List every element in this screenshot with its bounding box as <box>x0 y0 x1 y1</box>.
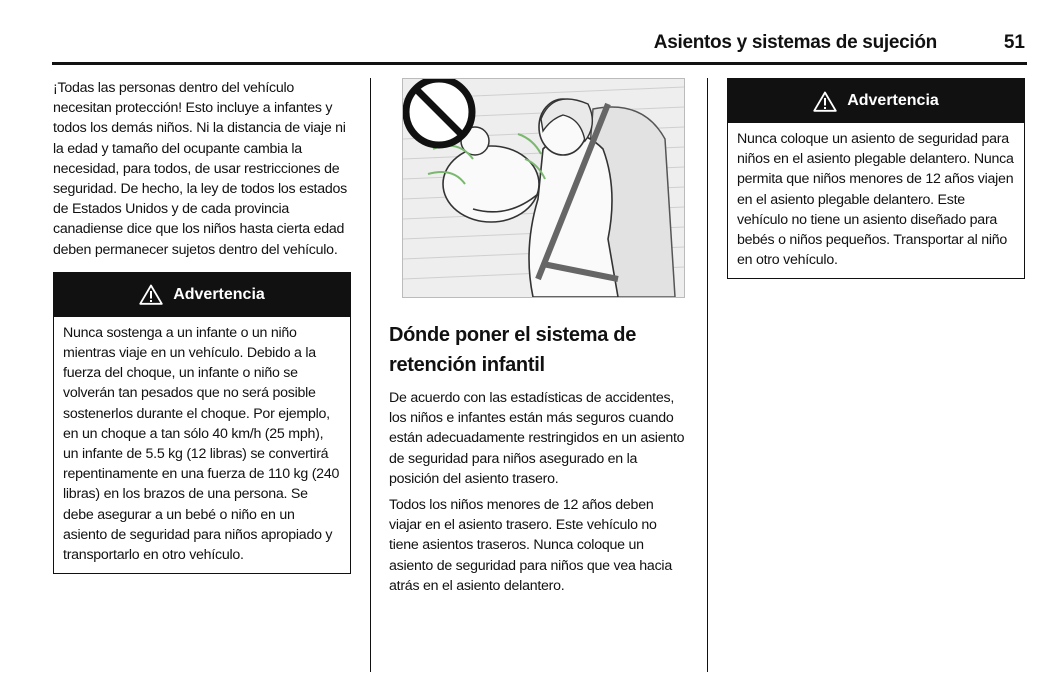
column-divider-2 <box>707 78 708 672</box>
warning-text-1: Nunca sostenga a un infante o un niño mientras viaje en un vehículo. Debido a la fuerza del choque, un infante o niño se volverán tan pesados que no será posible sostenerlos durante el choque. Por ejemplo, en un choque a tan sólo 40 km/h (25 mph), un infante de 5.5 kg (12 libras) se convertirá repentinamente en una fuerza de 110 kg (240 libras) en los brazos de una persona. Se debe asegurar a un bebé o niño en un asiento de seguridad para niños apropiado y transportarlo en otro vehículo. <box>63 324 340 564</box>
paragraph-1: De acuerdo con las estadísticas de accidentes, los niños e infantes están más seguros cuando están adecuadamente restringidos en un asiento de seguridad para niños asegurado en la posición del asiento trasero. <box>389 390 685 487</box>
illustration-drawing <box>403 79 684 297</box>
page-header <box>52 28 1027 65</box>
warning-title-1: Advertencia <box>173 285 265 303</box>
column-2 <box>389 78 689 596</box>
column-1 <box>53 78 351 574</box>
column-3 <box>727 78 1025 279</box>
warning-triangle-icon <box>813 91 837 112</box>
page-number: 51 <box>1003 32 1025 53</box>
section-heading: Dónde poner el sistema de retención infantil <box>389 324 637 376</box>
warning-header-1 <box>54 273 350 317</box>
intro-paragraph: ¡Todas las personas dentro del vehículo necesitan protección! Esto incluye a infantes y todos los demás niños. Ni la distancia de viaje ni la edad y tamaño del ocupante cambia la necesidad, para todos, de usar restricciones de seguridad. De hecho, la ley de todos los estados de Estados Unidos y de cada provincia canadiense dice que los niños hasta cierta edad deben permanecer sujetos dentro del vehículo. <box>53 80 348 258</box>
section-title: Asientos y sistemas de sujeción <box>653 32 937 53</box>
paragraph-2: Todos los niños menores de 12 años deben viajar en el asiento trasero. Este vehículo no tiene asientos traseros. Nunca coloque un asiento de seguridad para niños que vea hacia atrás en el asiento delantero. <box>389 497 672 594</box>
warning-box-2 <box>727 78 1025 279</box>
warning-box-1 <box>53 272 351 574</box>
warning-text-2: Nunca coloque un asiento de seguridad para niños en el asiento plegable delantero. Nunca permita que niños menores de 12 años viajen en el asiento plegable delantero. Este vehículo no tiene un asiento diseñado para bebés o niños pequeños. Transportar al niño en otro vehículo. <box>737 131 1014 269</box>
warning-header-2 <box>728 79 1024 123</box>
warning-title-2: Advertencia <box>847 92 939 109</box>
warning-triangle-icon <box>139 284 163 305</box>
illustration-prohibited-holding-infant <box>402 78 685 298</box>
column-divider-1 <box>370 78 371 672</box>
